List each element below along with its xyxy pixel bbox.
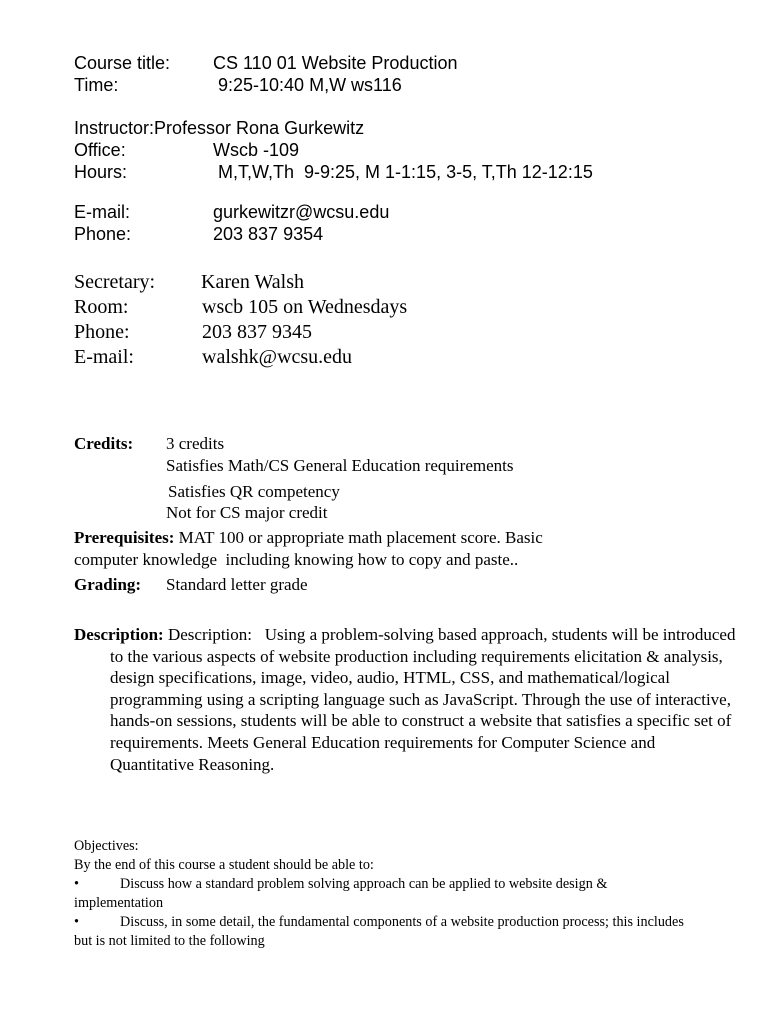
office-label: Office:: [74, 140, 126, 160]
hours-value: M,T,W,Th 9-9:25, M 1-1:15, 3-5, T,Th 12-12:15: [218, 162, 593, 182]
prerequisites-text-2: computer knowledge including knowing how to copy and paste..: [74, 550, 519, 569]
course-title-label: Course title:: [74, 53, 171, 73]
secretary-label: Secretary:: [74, 271, 156, 293]
prerequisites-text-1: MAT 100 or appropriate math placement score. Basic: [178, 528, 543, 547]
credits-label: Credits:: [74, 434, 134, 453]
objectives-section: [74, 837, 694, 951]
description-label: Description:: [74, 625, 164, 644]
credits-line-2: Satisfies Math/CS General Education requirements: [166, 456, 514, 475]
credits-line-1: 3 credits: [166, 434, 225, 453]
instructor-email-label: E-mail:: [74, 202, 131, 222]
course-title-value: CS 110 01 Website Production: [213, 53, 458, 73]
secretary-email-label: E-mail:: [74, 346, 134, 368]
secretary-phone-value: 203 837 9345: [202, 321, 312, 343]
prerequisites-line-1: [74, 529, 543, 546]
objectives-heading: Objectives:: [74, 838, 139, 854]
instructor-phone-value: 203 837 9354: [213, 224, 324, 244]
bullet-icon: •: [74, 876, 79, 892]
secretary-value: Karen Walsh: [201, 271, 304, 293]
secretary-email-value: walshk@wcsu.edu: [202, 346, 353, 368]
secretary-phone-label: Phone:: [74, 321, 130, 343]
instructor-line: Instructor:Professor Rona Gurkewitz: [74, 118, 365, 138]
instructor-email-value: gurkewitzr@wcsu.edu: [213, 202, 390, 222]
description-text: Description: Using a problem-solving based approach, students will be introduced to the various aspects of website production including requirements elicitation & analysis, design specifications, image, video, audio, HTML, CSS, and mathematical/logical programming using a scripting language such as JavaScript. Through the use of interactive, hands-on sessions, students will be able to construct a website that satisfies a specific set of requirements. Meets General Education requirements for Computer Science and Quantitative Reasoning.: [110, 625, 740, 774]
time-label: Time:: [74, 75, 119, 95]
objectives-intro: By the end of this course a student should be able to:: [74, 857, 374, 873]
objective-item: [74, 875, 694, 913]
time-value: 9:25-10:40 M,W ws116: [218, 75, 402, 95]
instructor-phone-label: Phone:: [74, 224, 132, 244]
hours-label: Hours:: [74, 162, 128, 182]
room-label: Room:: [74, 296, 129, 318]
objective-text: Discuss, in some detail, the fundamental components of a website production process; this includes but is not limited to the following: [74, 914, 684, 949]
office-value: Wscb -109: [213, 140, 300, 160]
credits-line-4: Not for CS major credit: [166, 503, 328, 522]
credits-line-3: Satisfies QR competency: [168, 482, 340, 501]
grading-label: Grading:: [74, 575, 142, 594]
prerequisites-label: Prerequisites:: [74, 528, 175, 547]
bullet-icon: •: [74, 914, 79, 930]
room-value: wscb 105 on Wednesdays: [202, 296, 408, 318]
objective-item: [74, 913, 694, 951]
grading-value: Standard letter grade: [166, 575, 308, 594]
objective-text: Discuss how a standard problem solving approach can be applied to website design & implementation: [74, 876, 608, 911]
description-paragraph: [74, 624, 740, 775]
